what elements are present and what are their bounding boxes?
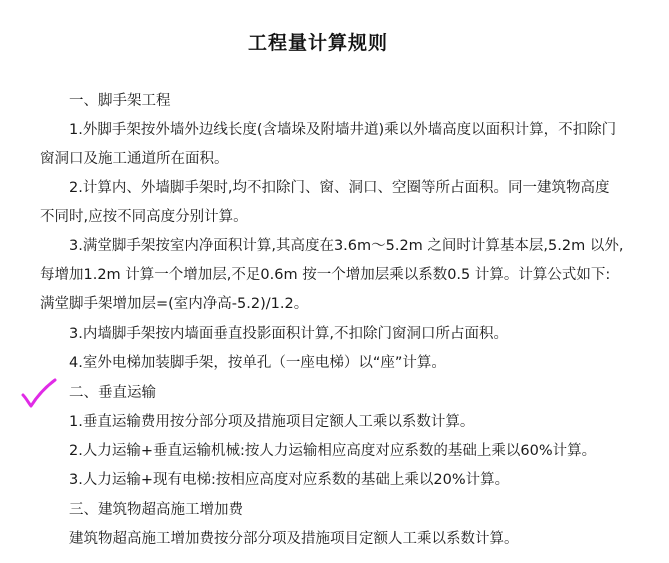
paragraph-line: 3.满堂脚手架按室内净面积计算,其高度在3.6m～5.2m 之间时计算基本层,5.2m 以外,	[69, 238, 624, 254]
section-heading-scaffolding: 一、脚手架工程	[69, 93, 171, 109]
paragraph-line: 2.计算内、外墙脚手架时,均不扣除门、窗、洞口、空圈等所占面积。同一建筑物高度	[69, 180, 610, 196]
paragraph-line: 4.室外电梯加装脚手架，按单孔（一座电梯）以“座”计算。	[69, 355, 446, 371]
checkmark-icon	[20, 378, 58, 412]
paragraph-line: 满堂脚手架增加层=(室内净高-5.2)/1.2。	[40, 296, 309, 312]
paragraph-line: 1.垂直运输费用按分部分项及措施项目定额人工乘以系数计算。	[69, 414, 475, 430]
paragraph-line: 窗洞口及施工通道所在面积。	[40, 151, 229, 167]
paragraph-line: 不同时,应按不同高度分别计算。	[40, 209, 248, 225]
paragraph-line: 3.人力运输+现有电梯:按相应高度对应系数的基础上乘以20%计算。	[69, 472, 510, 488]
page-title: 工程量计算规则	[247, 32, 388, 54]
section-heading-high-rise-fee: 三、建筑物超高施工增加费	[69, 502, 243, 518]
section-heading-vertical-transport: 二、垂直运输	[69, 385, 156, 401]
paragraph-line: 2.人力运输+垂直运输机械:按人力运输相应高度对应系数的基础上乘以60%计算。	[69, 443, 597, 459]
paragraph-line: 每增加1.2m 计算一个增加层,不足0.6m 按一个增加层乘以系数0.5 计算。计算公式如下:	[40, 267, 611, 283]
paragraph-line: 1.外脚手架按外墙外边线长度(含墙垛及附墙井道)乘以外墙高度以面积计算，不扣除门	[69, 122, 617, 138]
paragraph-line: 建筑物超高施工增加费按分部分项及措施项目定额人工乘以系数计算。	[69, 531, 519, 547]
paragraph-line: 3.内墙脚手架按内墙面垂直投影面积计算,不扣除门窗洞口所占面积。	[69, 326, 508, 342]
